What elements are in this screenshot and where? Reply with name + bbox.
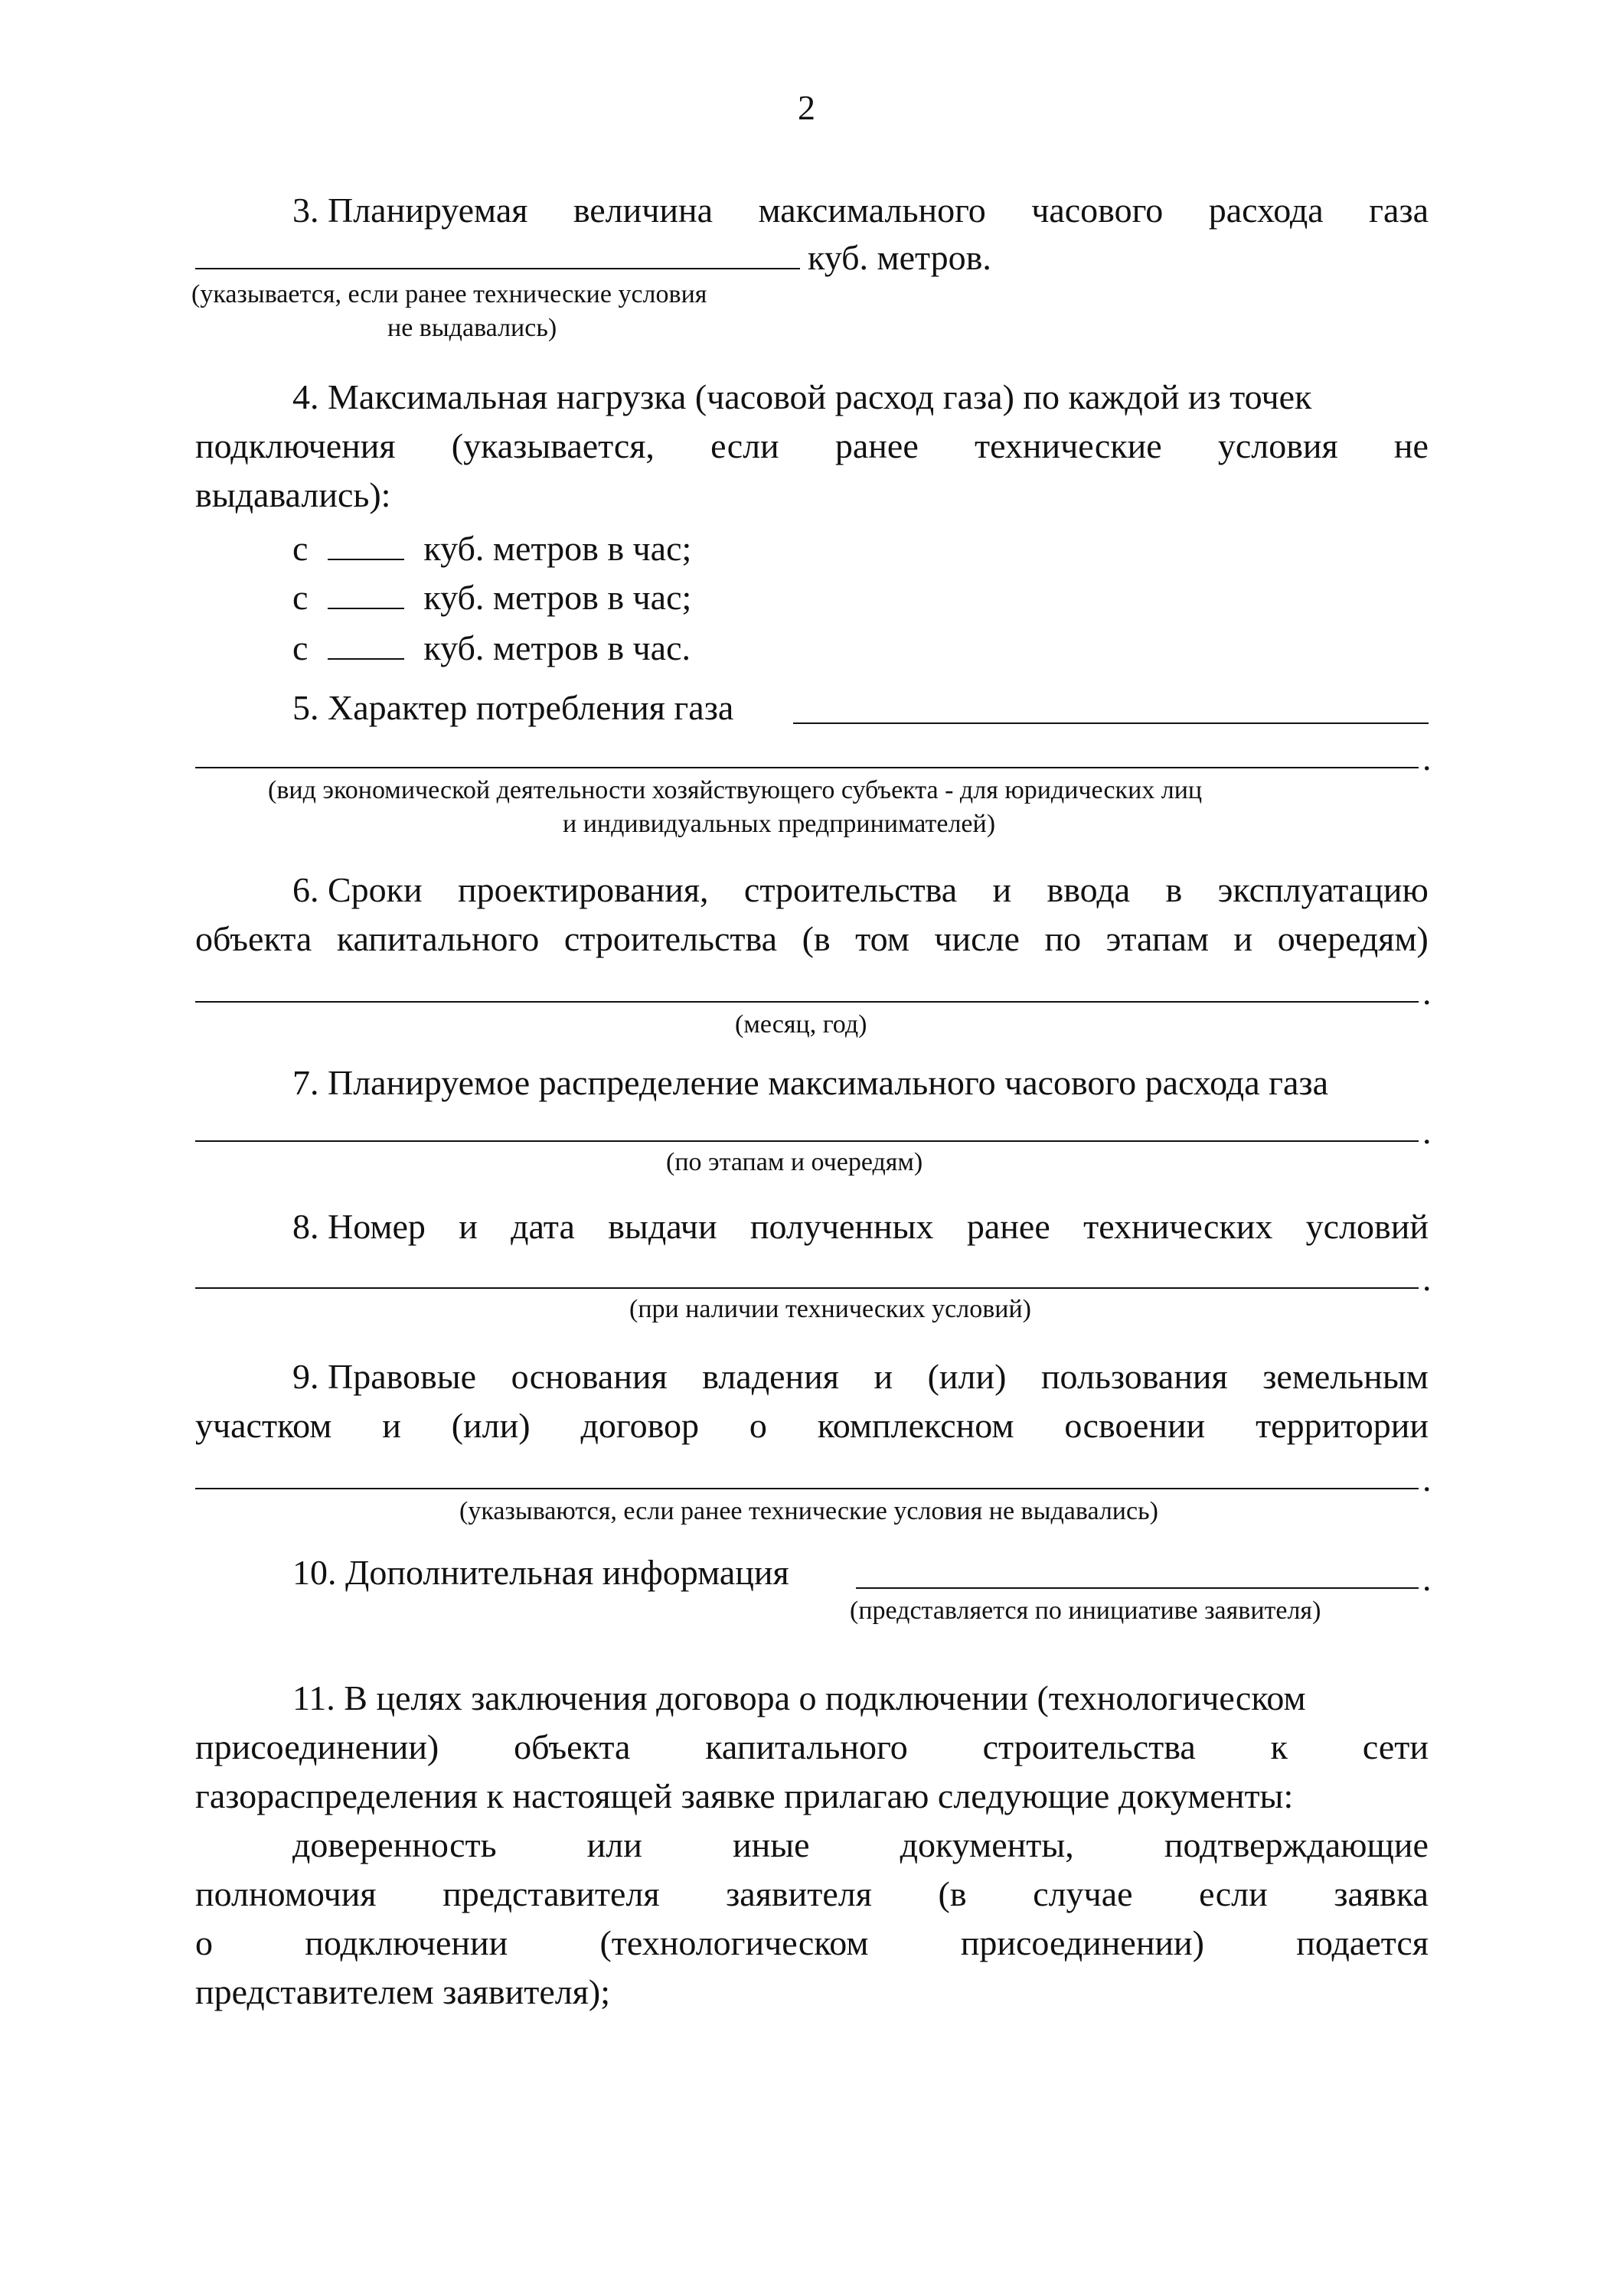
connection-point-prefix: с [292, 628, 309, 667]
word: не [1393, 426, 1429, 465]
section-11-line-7: представителем заявителя); [195, 1972, 610, 2011]
section-9-line-2 [195, 1408, 1429, 1443]
word: (указывается, [451, 426, 655, 465]
word: освоении [1064, 1406, 1206, 1445]
section-5-note-line-2: и индивидуальных предпринимателей) [563, 810, 996, 838]
word: числе [934, 919, 1020, 958]
word: (в [802, 919, 831, 958]
word: объекта [514, 1727, 631, 1766]
word: подается [1296, 1923, 1429, 1962]
section-10-note: (представляется по инициативе заявителя) [850, 1596, 1321, 1625]
connection-point-1 [292, 528, 691, 566]
section-8-period: . [1422, 1259, 1432, 1298]
word: технические [974, 426, 1162, 465]
word: подключения [195, 426, 396, 465]
word: (или) [927, 1357, 1007, 1396]
word: условия [1217, 426, 1338, 465]
section-5-label: 5. Характер потребления газа [292, 688, 734, 727]
connection-point-1-blank [328, 528, 404, 560]
word: дата [511, 1207, 575, 1246]
word: (в [938, 1874, 967, 1913]
word: представителя [442, 1874, 660, 1913]
word: капитального [336, 919, 540, 958]
section-6-line-1 [292, 872, 1429, 908]
schedule-blank [195, 1001, 1419, 1003]
section-9-note: (указываются, если ранее технические условия не выдавались) [459, 1497, 1158, 1525]
word: сети [1362, 1727, 1429, 1766]
word: этапам [1105, 919, 1210, 958]
section-3-note-line-1: (указывается, если ранее технические условия [191, 280, 707, 308]
word: газа [1369, 191, 1429, 230]
word: о [195, 1923, 213, 1962]
connection-point-prefix: с [292, 529, 309, 568]
word: к [1270, 1727, 1288, 1766]
word: строительства [743, 870, 958, 909]
word: и [382, 1406, 401, 1445]
word: договор [580, 1406, 699, 1445]
additional-info-blank [856, 1587, 1419, 1589]
word: том [855, 919, 909, 958]
word: ранее [834, 426, 919, 465]
section-8-note: (при наличии технических условий) [629, 1295, 1032, 1323]
word: документы, [900, 1825, 1074, 1864]
section-4-line-2 [195, 426, 1429, 465]
section-10-period: . [1422, 1559, 1432, 1598]
word: 8. Номер [292, 1207, 426, 1246]
section-6-line-2 [195, 921, 1429, 957]
section-5-note-line-1: (вид экономической деятельности хозяйствующего субъекта - для юридических лиц [268, 776, 1203, 804]
word: подтверждающие [1164, 1825, 1429, 1864]
section-11-line-2 [195, 1727, 1429, 1766]
section-11-line-1: 11. В целях заключения договора о подключении (технологическом [292, 1678, 1306, 1717]
word: и [459, 1207, 478, 1246]
word: строительства [563, 919, 778, 958]
connection-point-2 [292, 577, 691, 615]
section-11-line-4 [292, 1825, 1429, 1864]
section-6-note: (месяц, год) [735, 1010, 867, 1039]
connection-point-unit: куб. метров в час. [423, 628, 691, 667]
section-7-line-1: 7. Планируемое распределение максимального часового расхода газа [292, 1063, 1329, 1102]
word: иные [732, 1825, 810, 1864]
word: участком [195, 1406, 332, 1445]
connection-point-prefix: с [292, 578, 309, 617]
word: пользования [1040, 1357, 1228, 1396]
word: (технологическом [599, 1923, 869, 1962]
word: присоединении) [960, 1923, 1204, 1962]
word: объекта [195, 919, 312, 958]
section-10-label: 10. Дополнительная информация [292, 1553, 789, 1592]
section-6-period: . [1422, 973, 1432, 1012]
word: если [1199, 1874, 1268, 1913]
page-number: 2 [798, 88, 815, 127]
distribution-blank [195, 1140, 1419, 1142]
previous-conditions-blank [195, 1287, 1419, 1289]
section-3-line-1 [292, 193, 1429, 228]
word: в [1165, 870, 1183, 909]
word: полномочия [195, 1874, 377, 1913]
connection-point-unit: куб. метров в час; [423, 529, 692, 568]
section-3-note-line-2: не выдавались) [387, 314, 557, 342]
section-4-line-3: выдавались): [195, 475, 391, 514]
word: или [586, 1825, 642, 1864]
connection-point-2-blank [328, 577, 404, 609]
word: величина [573, 191, 714, 230]
word: эксплуатацию [1217, 870, 1429, 909]
word: капитального [705, 1727, 908, 1766]
word: если [710, 426, 779, 465]
section-7-period: . [1422, 1112, 1432, 1151]
section-9-line-1 [292, 1359, 1429, 1394]
gas-consumption-blank-1 [793, 722, 1429, 724]
word: по [1044, 919, 1082, 958]
word: очередям) [1277, 919, 1429, 958]
word: доверенность [292, 1825, 497, 1864]
word: случае [1033, 1874, 1133, 1913]
connection-point-3 [292, 628, 691, 666]
word: присоединении) [195, 1727, 439, 1766]
connection-point-3-blank [328, 628, 404, 660]
word: 3. Планируемая [292, 191, 528, 230]
word: ранее [966, 1207, 1050, 1246]
section-7-note: (по этапам и очередям) [666, 1148, 923, 1176]
word: о [749, 1406, 767, 1445]
word: подключении [305, 1923, 508, 1962]
word: заявителя [726, 1874, 872, 1913]
connection-point-unit: куб. метров в час; [423, 578, 692, 617]
word: проектирования, [458, 870, 709, 909]
word: выдачи [608, 1207, 717, 1246]
word: территории [1256, 1406, 1429, 1445]
word: и [992, 870, 1012, 909]
word: строительства [982, 1727, 1196, 1766]
word: основания [511, 1357, 668, 1396]
word: полученных [749, 1207, 934, 1246]
section-11-line-3: газораспределения к настоящей заявке прилагаю следующие документы: [195, 1776, 1294, 1815]
gas-consumption-blank-2 [195, 767, 1419, 768]
word: владения [702, 1357, 839, 1396]
word: ввода [1047, 870, 1131, 909]
section-11-line-5 [195, 1874, 1429, 1913]
word: технических [1083, 1207, 1273, 1246]
word: земельным [1262, 1357, 1429, 1396]
section-3-unit: куб. метров. [808, 238, 991, 277]
word: расхода [1208, 191, 1324, 230]
word: часового [1031, 191, 1164, 230]
word: максимального [758, 191, 986, 230]
word: 9. Правовые [292, 1357, 477, 1396]
word: условий [1305, 1207, 1429, 1246]
section-5-period: . [1422, 739, 1432, 778]
land-rights-blank [195, 1488, 1419, 1489]
word: заявка [1334, 1874, 1429, 1913]
max-hourly-gas-flow-blank [195, 268, 800, 269]
section-8-line-1 [292, 1209, 1429, 1244]
word: и [1233, 919, 1253, 958]
section-11-line-6 [195, 1923, 1429, 1962]
section-9-period: . [1422, 1459, 1432, 1499]
word: комплексном [817, 1406, 1014, 1445]
word: 6. Сроки [292, 870, 423, 909]
word: (или) [451, 1406, 531, 1445]
section-4-line-1: 4. Максимальная нагрузка (часовой расход газа) по каждой из точек [292, 377, 1312, 416]
word: и [874, 1357, 893, 1396]
